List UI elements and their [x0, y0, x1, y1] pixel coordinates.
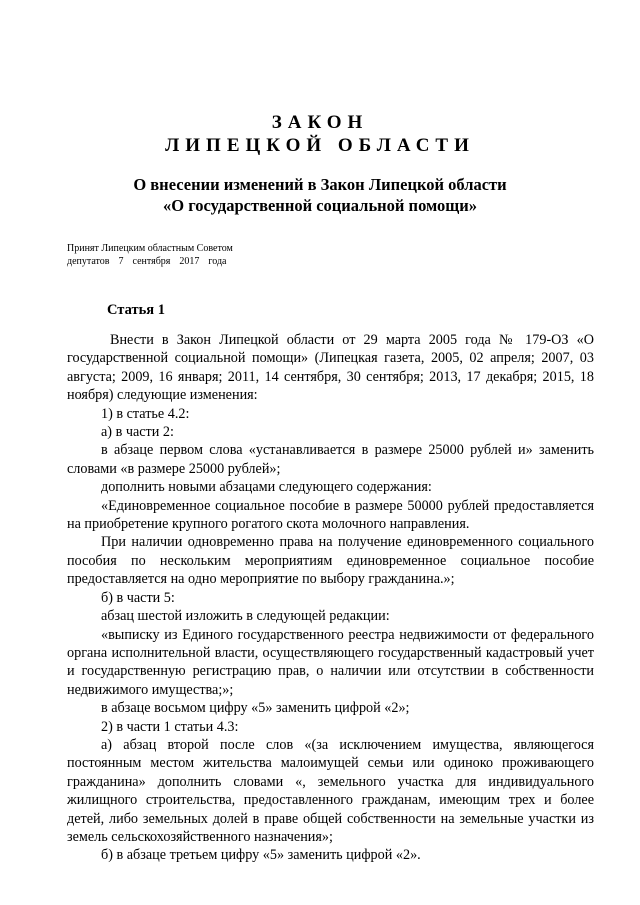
paragraph: «выписку из Единого государственного реестра недвижимости от федерального органа исполнительной власти, осуществляющего государственный кадастровый учет и государственную регистрацию прав, о наличии или отсутствии в собственности недвижимого имущества;»; — [67, 626, 594, 698]
article-body — [67, 331, 594, 865]
paragraph: 1) в статье 4.2: — [101, 405, 190, 422]
paragraph: Внести в Закон Липецкой области от 29 марта 2005 года № 179-ОЗ «О государственной социальной помощи» (Липецкая газета, 2005, 02 апреля; 2007, 03 августа; 2009, 16 января; 2011, 14 сентября, 30 сентября; 2013, 17 декабря; 2015, 18 ноября) следующие изменения: — [67, 332, 594, 404]
paragraph: абзац шестой изложить в следующей редакции: — [101, 608, 390, 625]
adopted-date-line — [67, 255, 227, 268]
adopted-word-deputies: депутатов — [67, 256, 110, 267]
paragraph: в абзаце восьмом цифру «5» заменить цифрой «2»; — [101, 700, 410, 717]
adopted-day: 7 — [118, 256, 124, 267]
law-title: ЗАКОН — [271, 112, 369, 133]
law-subtitle-line1: О внесении изменений в Закон Липецкой области — [133, 175, 507, 194]
adopted-year: 2017 — [179, 256, 200, 267]
adopted-month: сентября — [132, 256, 171, 267]
law-subtitle-line2: «О государственной социальной помощи» — [163, 196, 477, 215]
paragraph: При наличии одновременно права на получение единовременного социального пособия по нескольким мероприятиям единовременное социальное пособие предоставляется на одно мероприятие по выбору гражданина.»; — [67, 534, 594, 588]
paragraph: «Единовременное социальное пособие в размере 50000 рублей предоставляется на приобретение крупного рогатого скота молочного направления. — [67, 497, 594, 533]
paragraph: 2) в части 1 статьи 4.3: — [101, 718, 239, 735]
paragraph: а) в части 2: — [101, 424, 174, 441]
paragraph: дополнить новыми абзацами следующего содержания: — [101, 479, 432, 496]
paragraph: б) в части 5: — [101, 589, 175, 606]
paragraph: в абзаце первом слова «устанавливается в размере 25000 рублей и» заменить словами «в размере 25000 рублей»; — [67, 442, 594, 477]
paragraph: а) абзац второй после слов «(за исключением имущества, являющегося постоянным местом жительства малоимущей семьи или одиноко проживающего гражданина» дополнить словами «, земельного участка для индивидуального жилищного строительства, предоставленного гражданам, имеющим трех и более детей, либо земельных долей в праве общей собственности на земельные участки из земель сельскохозяйственного назначения»; — [67, 736, 594, 845]
adopted-by-line: Принят Липецким областным Советом — [67, 243, 233, 254]
adopted-word-year: года — [208, 256, 227, 267]
law-region-title: ЛИПЕЦКОЙ ОБЛАСТИ — [165, 135, 475, 156]
paragraph: б) в абзаце третьем цифру «5» заменить цифрой «2». — [101, 847, 421, 864]
article-title: Статья 1 — [107, 302, 165, 318]
